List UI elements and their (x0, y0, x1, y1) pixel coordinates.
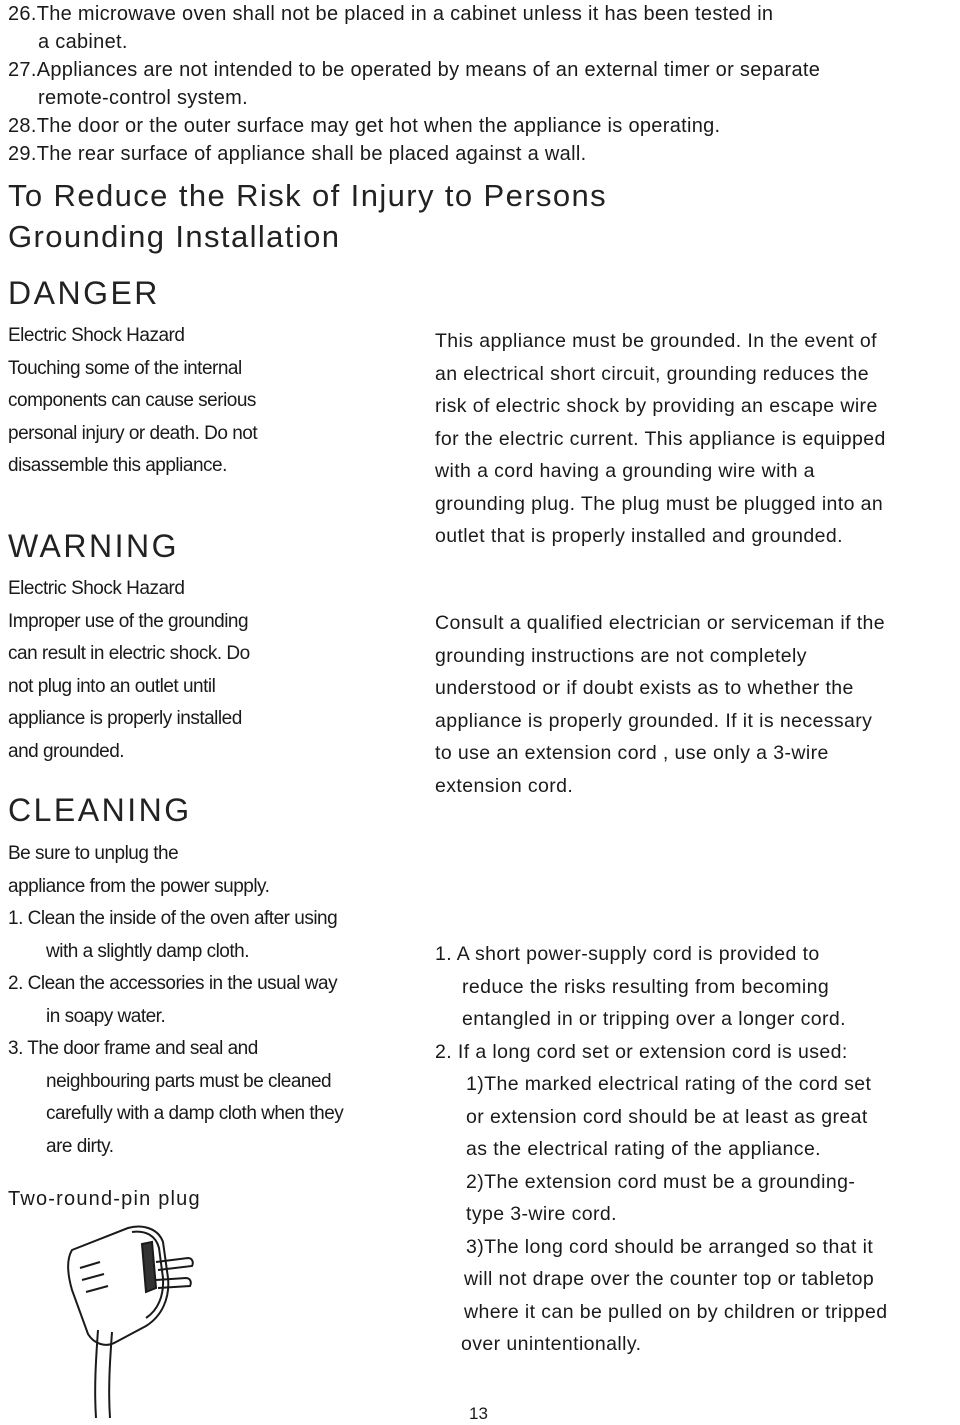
safety-item-text: 27.Appliances are not intended to be operated by means of an external timer or separate (8, 59, 821, 81)
danger-title: DANGER (8, 275, 160, 311)
cleaning-step-cont: neighbouring parts must be cleaned (46, 1070, 332, 1092)
electrician-line: to use an extension cord , use only a 3-wire (435, 742, 829, 764)
grounding-line: an electrical short circuit, grounding reduces the (435, 362, 870, 385)
cord-item: 1. A short power-supply cord is provided to (435, 943, 820, 965)
cord-subitem-cont: where it can be pulled on by children or tripped (464, 1300, 888, 1323)
risk-heading: To Reduce the Risk of Injury to Persons (8, 178, 608, 213)
cord-item-cont: entangled in or tripping over a longer cord. (462, 1008, 846, 1030)
safety-item-text: a cabinet. (38, 31, 128, 53)
plug-icon (60, 1218, 210, 1418)
safety-item-text: 28.The door or the outer surface may get hot when the appliance is operating. (8, 115, 721, 137)
danger-line: Touching some of the internal (8, 357, 242, 379)
electrician-line: Consult a qualified electrician or serviceman if the (435, 612, 886, 634)
danger-text (8, 320, 257, 483)
cleaning-step-cont: with a slightly damp cloth. (46, 940, 249, 962)
cord-subitem-cont: over unintentionally. (461, 1333, 642, 1355)
danger-line: personal injury or death. Do not (8, 422, 258, 444)
grounding-paragraph (435, 325, 886, 553)
grounding-line: This appliance must be grounded. In the event of (435, 330, 877, 352)
grounding-line: outlet that is properly installed and grounded. (435, 525, 843, 547)
cord-item: 2. If a long cord set or extension cord is used: (435, 1040, 848, 1063)
warning-line: not plug into an outlet until (8, 675, 216, 697)
warning-line: can result in electric shock. Do (8, 643, 250, 664)
cleaning-step: 3. The door frame and seal and (8, 1038, 258, 1059)
cleaning-step-cont: in soapy water. (46, 1005, 166, 1027)
warning-text (8, 573, 250, 768)
cord-subitem: 1)The marked electrical rating of the cord set (466, 1073, 872, 1095)
safety-item-28 (8, 112, 720, 140)
cleaning-step: 1. Clean the inside of the oven after using (8, 908, 338, 929)
safety-item-26 (8, 0, 773, 56)
page-number: 13 (469, 1404, 488, 1423)
electrician-line: grounding instructions are not completely (435, 644, 807, 667)
electrician-line: understood or if doubt exists as to whether the (435, 677, 854, 699)
cleaning-text (8, 838, 343, 1163)
safety-item-27 (8, 56, 820, 112)
electrician-line: extension cord. (435, 774, 574, 797)
cord-list (435, 938, 888, 1361)
warning-title: WARNING (8, 528, 179, 564)
safety-item-text: remote-control system. (38, 87, 248, 109)
cord-subitem-cont: as the electrical rating of the appliance. (466, 1138, 822, 1160)
cleaning-line: Be sure to unplug the (8, 843, 179, 864)
grounding-line: risk of electric shock by providing an escape wire (435, 395, 878, 417)
cord-item-cont: reduce the risks resulting from becoming (462, 975, 830, 998)
danger-line: Electric Shock Hazard (8, 325, 185, 346)
warning-line: appliance is properly installed (8, 708, 242, 729)
safety-item-29 (8, 140, 586, 168)
safety-item-text: 29.The rear surface of appliance shall be placed against a wall. (8, 143, 587, 165)
cleaning-title: CLEANING (8, 792, 192, 828)
cord-subitem-cont: type 3-wire cord. (466, 1203, 617, 1225)
cleaning-line: appliance from the power supply. (8, 875, 270, 897)
cord-subitem-cont: will not drape over the counter top or tabletop (464, 1268, 875, 1290)
warning-line: and grounded. (8, 740, 125, 762)
grounding-line: with a cord having a grounding wire with a (435, 460, 815, 482)
electrician-line: appliance is properly grounded. If it is necessary (435, 709, 873, 732)
danger-line: components can cause serious (8, 390, 256, 411)
warning-line: Improper use of the grounding (8, 610, 249, 632)
safety-item-text: 26.The microwave oven shall not be placed in a cabinet unless it has been tested in (8, 3, 774, 25)
cleaning-step-cont: are dirty. (46, 1135, 114, 1157)
grounding-line: grounding plug. The plug must be plugged into an (435, 492, 884, 515)
plug-label: Two-round-pin plug (8, 1188, 201, 1210)
cord-subitem: 2)The extension cord must be a grounding- (466, 1170, 856, 1193)
danger-line: disassemble this appliance. (8, 455, 227, 476)
cord-subitem-cont: or extension cord should be at least as great (466, 1105, 868, 1128)
grounding-line: for the electric current. This appliance is equipped (435, 427, 886, 450)
warning-line: Electric Shock Hazard (8, 578, 185, 599)
grounding-heading: Grounding Installation (8, 219, 341, 254)
cleaning-step: 2. Clean the accessories in the usual way (8, 973, 338, 994)
cord-subitem: 3)The long cord should be arranged so that it (466, 1235, 874, 1258)
cleaning-step-cont: carefully with a damp cloth when they (46, 1103, 344, 1124)
electrician-paragraph (435, 607, 885, 802)
